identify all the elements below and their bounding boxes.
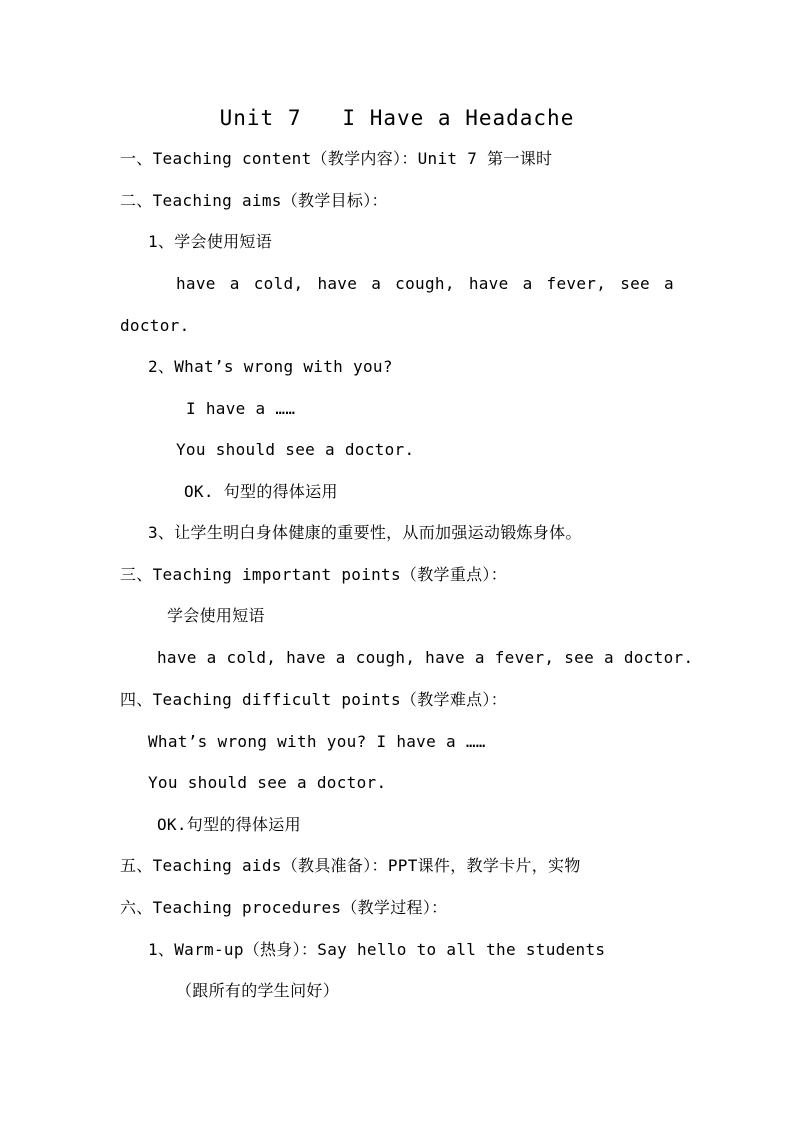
section-teaching-procedures: 六、Teaching procedures（教学过程）： [120, 898, 448, 917]
aim-2-sentence-2: You should see a doctor. [176, 440, 415, 459]
aim-2-sentence-3: OK. 句型的得体运用 [184, 482, 338, 501]
aim-2-sentence-1: I have a …… [186, 399, 296, 418]
aim-1-heading: 1、学会使用短语 [148, 232, 273, 251]
aim-2-heading: 2、What’s wrong with you? [148, 357, 393, 376]
phrase-word: see [620, 274, 650, 293]
section-teaching-content: 一、Teaching content（教学内容）：Unit 7 第一课时 [120, 149, 553, 168]
phrase-word: have [468, 274, 509, 293]
important-point-1: 学会使用短语 [167, 606, 265, 625]
phrase-word: fever, [546, 274, 607, 293]
difficult-point-3: OK.句型的得体运用 [157, 815, 301, 834]
aim-1-phrases [176, 274, 674, 294]
section-teaching-aims: 二、Teaching aims（教学目标）： [120, 191, 388, 210]
procedure-1-warm-up: 1、Warm-up（热身）：Say hello to all the students [148, 940, 606, 959]
phrase-word: a [664, 274, 674, 293]
phrase-word: a [371, 274, 382, 293]
phrase-word: have [176, 274, 216, 293]
aim-3: 3、让学生明白身体健康的重要性，从而加强运动锻炼身体。 [148, 523, 582, 542]
section-important-points: 三、Teaching important points（教学重点）： [120, 565, 508, 584]
difficult-point-2: You should see a doctor. [148, 773, 387, 792]
important-point-2: have a cold, have a cough, have a fever, see a doctor. [157, 648, 694, 667]
aim-1-phrases-continued: doctor. [120, 316, 190, 335]
section-difficult-points: 四、Teaching difficult points（教学难点）： [120, 690, 508, 709]
phrase-word: have [317, 274, 358, 293]
phrase-word: a [522, 274, 533, 293]
difficult-point-1: What’s wrong with you? I have a …… [148, 732, 486, 751]
document-title: Unit 7 I Have a Headache [219, 106, 575, 130]
phrase-word: cold, [253, 274, 304, 293]
phrase-word: cough, [395, 274, 455, 293]
phrase-word: a [229, 274, 240, 293]
section-teaching-aids: 五、Teaching aids（教具准备）：PPT课件，教学卡片，实物 [120, 856, 581, 875]
procedure-1-note: （跟所有的学生问好） [176, 981, 340, 1000]
